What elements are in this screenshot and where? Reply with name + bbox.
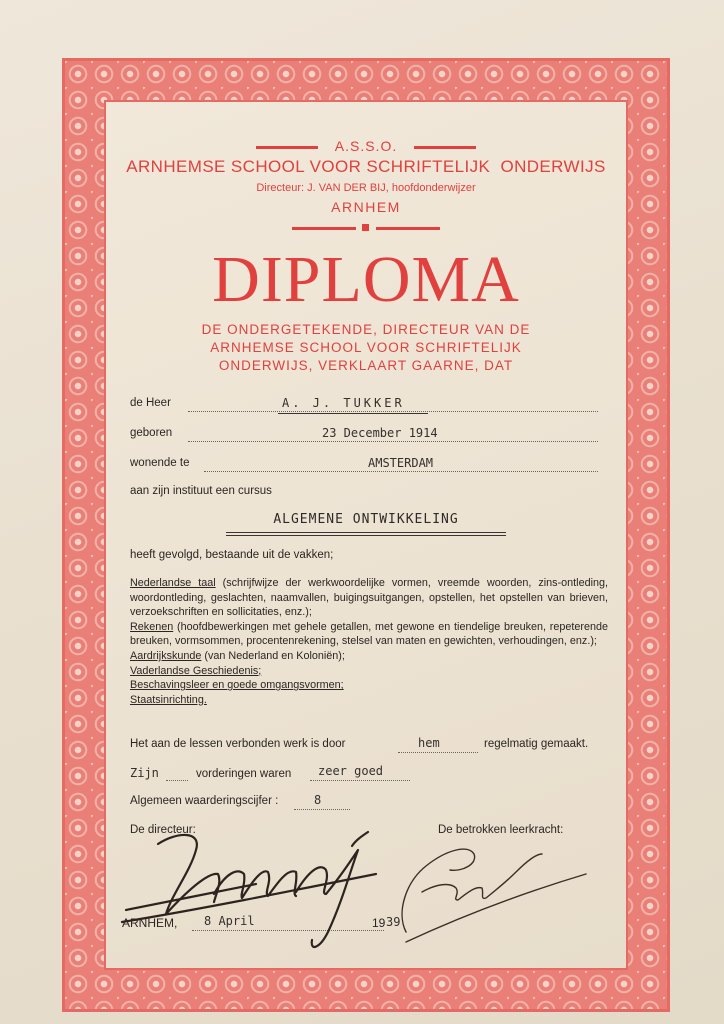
work-value: hem: [418, 736, 440, 750]
subject-name: Nederlandse taal: [130, 577, 216, 589]
name-label: de Heer: [130, 397, 171, 409]
subject-name: Rekenen: [130, 620, 174, 633]
grade-value: 8: [314, 793, 322, 807]
teacher-signature-label: De betrokken leerkracht:: [438, 824, 564, 836]
school-name: ARNHEMSE SCHOOL VOOR SCHRIFTELIJK ONDERWIJS: [126, 157, 606, 176]
grade-label: Algemeen waarderingscijfer :: [130, 795, 279, 807]
year-suffix: 39: [386, 915, 401, 929]
declaration-line-3: ONDERWIJS, VERKLAART GAARNE, DAT: [218, 358, 514, 373]
subject-detail: (schrijfwijze der werkwoordelijke vormen, vreemde woorden, zins-ontleding, woordontleding, geslachten, naamvallen, buigingsuitgangen, opstellen, het opstellen van brieven, verzoekschriften en sollicitaties, enz.);: [130, 577, 608, 619]
progress-text: vorderingen waren: [196, 768, 292, 780]
followed-text: heeft gevolgd, bestaande uit de vakken;: [130, 549, 334, 561]
director-line: Directeur: J. VAN DER BIJ, hoofdonderwijzer: [256, 182, 476, 194]
residence-value: AMSTERDAM: [368, 456, 434, 470]
director-signature: [122, 832, 376, 947]
teacher-signature: [402, 849, 586, 942]
subject-name: Vaderlandse Geschiedenis;: [130, 664, 262, 677]
work-text-before: Het aan de lessen verbonden werk is door: [130, 738, 346, 750]
subject-name: Beschavingsleer en goede omgangsvormen;: [130, 679, 344, 692]
subject-name: Staatsinrichting.: [130, 693, 207, 706]
born-label: geboren: [130, 427, 173, 439]
work-text-after: regelmatig gemaakt.: [484, 738, 589, 750]
place-city: ARNHEM,: [122, 916, 178, 930]
course-intro: aan zijn instituut een cursus: [130, 485, 272, 497]
name-value: A. J. TUKKER: [282, 396, 405, 410]
born-value: 23 December 1914: [322, 426, 438, 440]
subject-name: Aardrijkskunde: [130, 649, 202, 662]
declaration-line-1: DE ONDERGETEKENDE, DIRECTEUR VAN DE: [201, 322, 531, 337]
city-name: ARNHEM: [331, 199, 401, 215]
year-prefix: 19: [372, 916, 386, 930]
diploma-content: [106, 102, 626, 968]
course-name: ALGEMENE ONTWIKKELING: [273, 512, 459, 527]
diploma-title: DIPLOMA: [212, 243, 520, 316]
date-value: 8 April: [204, 914, 255, 928]
progress-value: zeer goed: [318, 764, 384, 778]
director-signature-label: De directeur:: [130, 824, 196, 836]
residence-label: wonende te: [130, 457, 190, 469]
declaration-line-2: ARNHEMSE SCHOOL VOOR SCHRIFTELIJK: [210, 340, 522, 355]
org-abbrev: A.S.S.O.: [334, 138, 398, 154]
subject-detail: (van Nederland en Koloniën);: [201, 649, 345, 662]
handwritten-signatures: [106, 102, 626, 968]
progress-prefix: Zijn: [130, 766, 159, 780]
subject-detail: (hoofdbewerkingen met gehele getallen, met gewone en tiendelige breuken, repeterende breuken, vormsommen, procentenrekening, stelsel van maten en gewichten, verhoudingen, enz.);: [130, 620, 608, 648]
